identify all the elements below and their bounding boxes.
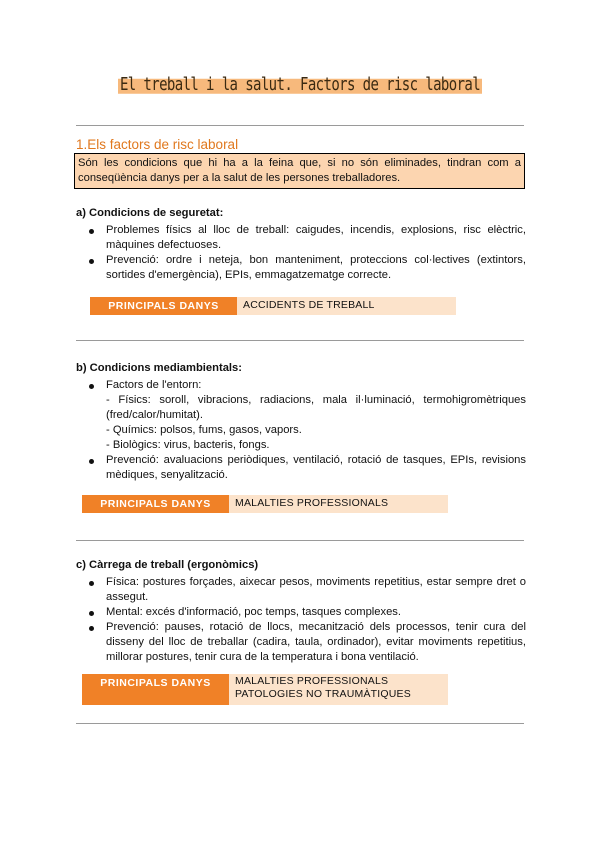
block-heading: a) Condicions de seguretat:	[76, 207, 224, 219]
factor-line: - Químics: polsos, fums, gasos, vapors.	[106, 424, 302, 436]
damage-label: PRINCIPALS DANYS	[82, 495, 229, 513]
factors-title: Factors de l'entorn:	[106, 379, 202, 391]
list-item: Prevenció: avaluacions periòdiques, ventilació, rotació de tasques, EPIs, revisions mèdiques, senyalització.	[76, 453, 526, 483]
damage-item: ACCIDENTS DE TREBALL	[243, 299, 375, 311]
list-item: Mental: excés d'informació, poc temps, tasques complexes.	[76, 605, 526, 620]
damage-item: MALALTIES PROFESSIONALS	[235, 497, 389, 509]
damage-value	[237, 297, 456, 315]
section-heading: 1.Els factors de risc laboral	[76, 137, 239, 152]
damage-label: PRINCIPALS DANYS	[82, 674, 229, 705]
damage-value	[229, 495, 448, 513]
block-heading: b) Condicions mediambientals:	[76, 362, 242, 374]
list-item: Prevenció: ordre i neteja, bon manteniment, proteccions col·lectives (extintors, sortides d'emergència), EPIs, emmagatzematge correcte.	[76, 253, 526, 283]
list-item: Física: postures forçades, aixecar pesos, moviments repetitius, estar sempre dret o assegut.	[76, 575, 526, 605]
list-item: Prevenció: pauses, rotació de llocs, mecanització dels processos, tenir cura del disseny del lloc de treballar (cadira, taula, ordinador), evitar moviments repetitius, millorar postures, tenir cura de la temperatura i bona ventilació.	[76, 620, 526, 665]
definition-box: Són les condicions que hi ha a la feina que, si no són eliminades, tindran com a conseqüència danys per a la salut de les persones treballadores.	[74, 153, 525, 189]
damage-row	[82, 495, 448, 513]
factor-line: - Biològics: virus, bacteris, fongs.	[106, 439, 270, 451]
factor-line: - Físics: soroll, vibracions, radiacions, mala il·luminació, termohigromètriques (fred/calor/humitat).	[106, 394, 526, 421]
damage-row	[82, 674, 448, 705]
bullet-list	[76, 378, 526, 483]
divider	[76, 723, 524, 724]
damage-item: MALALTIES PROFESSIONALS	[235, 675, 389, 687]
divider	[76, 340, 524, 341]
damage-row	[90, 297, 456, 315]
divider	[76, 125, 524, 126]
damage-item: PATOLOGIES NO TRAUMÀTIQUES	[235, 688, 411, 700]
document-title: El treball i la salut. Factors de risc laboral	[119, 75, 481, 95]
block-security	[76, 206, 526, 283]
block-environment	[76, 361, 526, 483]
list-item	[76, 378, 526, 453]
document-title-wrap	[0, 76, 600, 94]
damage-value	[229, 674, 448, 705]
divider	[76, 540, 524, 541]
block-heading: c) Càrrega de treball (ergonòmics)	[76, 559, 259, 571]
bullet-list	[76, 223, 526, 283]
block-workload	[76, 558, 526, 665]
list-item: Problemes físics al lloc de treball: caigudes, incendis, explosions, risc elèctric, màquines defectuoses.	[76, 223, 526, 253]
bullet-list	[76, 575, 526, 665]
damage-label: PRINCIPALS DANYS	[90, 297, 237, 315]
